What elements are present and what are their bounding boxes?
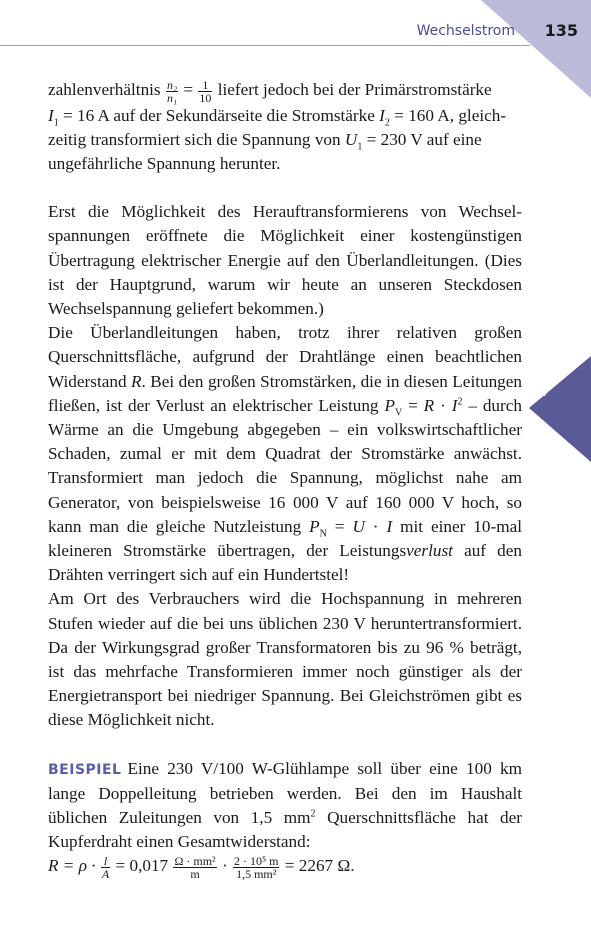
fraction-l-A [101, 855, 110, 880]
text: Eine 230 V/100 W-Glühlampe soll über eine 100 km lange Doppelleitung betrieben werden. Bei den im Haushalt üblichen Zuleitungen von 1,5 mm [48, 758, 522, 828]
fraction-denominator: 1,5 mm² [236, 866, 277, 881]
text: . Bei den großen Stromstärken, die in diesen Leitungen fließen, ist der Verlust an elektrischer Leistung [48, 371, 522, 415]
symbol-U: U [352, 516, 365, 536]
subscript: V [394, 407, 403, 419]
text: – durch Wärme an die Umgebung abgegeben – ein volkswirtschaftlicher Schaden, zumal er mit dem Quadrat der Stromstärke anwächst. Transformiert man jedoch die Spannung, möglichst nahe am Generator, von beispielsweise 16 000 V auf 160 000 V hoch, so kann man die gleiche Nutzleistung [48, 395, 522, 536]
text: zahlenverhältnis [48, 80, 165, 99]
fraction-numerator: l [101, 855, 110, 868]
symbol-P: P [384, 395, 395, 415]
fraction-denominator: m [190, 866, 200, 881]
subscript: N [319, 528, 327, 540]
running-header-section: Wechselstrom [416, 23, 515, 39]
text: = 2267 Ω. [280, 856, 355, 876]
text: zeitig transformiert sich die Spannung von [48, 129, 345, 149]
subscript: 1 [53, 116, 59, 128]
text: = 0,017 [111, 856, 173, 876]
text: · [217, 856, 232, 876]
fraction-denominator: A [101, 866, 110, 881]
symbol-I: I [386, 516, 393, 536]
text: = [326, 516, 353, 536]
fraction-numerator: Ω · mm² [174, 853, 216, 868]
symbol-P: P [309, 516, 320, 536]
page-body [48, 78, 522, 880]
text: = [179, 80, 198, 99]
paragraph-transformer-ratio [48, 78, 522, 176]
text: · [364, 516, 387, 536]
text: = 16 A auf der Sekundärseite die Stromstärke [58, 105, 380, 125]
example-block [48, 757, 522, 855]
symbol-I: I [379, 105, 385, 125]
text: Querschnittsfläche hat der Kupferdraht einen Gesamtwiderstand: [48, 808, 522, 852]
fraction-denominator: n₁ [166, 90, 178, 105]
text: auf den Drähten verringert sich auf ein Hundertstel! [48, 541, 522, 585]
superscript: 2 [310, 808, 316, 820]
fraction-ohm-mm2-m [173, 855, 216, 880]
fraction-numerator: 2 · 10⁵ m [233, 853, 279, 868]
symbol-I: I [48, 105, 54, 125]
paragraph-overland-lines [48, 321, 522, 587]
subscript: 2 [384, 116, 390, 128]
text: ungefährliche Spannung herunter. [48, 153, 281, 173]
text: = 160 A, gleich- [389, 105, 507, 125]
header-rule [0, 45, 530, 46]
text: = [402, 395, 424, 415]
paragraph-gap [48, 733, 522, 757]
fraction-numerator: 1 [198, 79, 212, 92]
text: · [434, 395, 452, 415]
paragraph-high-voltage: Erst die Möglichkeit des Herauftransformierens von Wechselspannungen eröffnete die Möglichkeit einer kostengünstigen Übertragung elektrischer Energie auf den Überlandleitungen. (Dies ist der Hauptgrund, warum wir heute an unseren Steckdosen Wechselspannung geliefert bekommen.) [48, 202, 522, 318]
fraction-length-area [233, 855, 280, 880]
formula-lhs: R = ρ · [48, 856, 100, 876]
text: mit einer 10-mal kleineren Stromstärke übertragen, der Leistungs [48, 516, 522, 560]
fraction-n2-n1 [166, 79, 178, 104]
resistance-formula [48, 854, 522, 880]
paragraph-consumer: Am Ort des Verbrauchers wird die Hochspannung in mehreren Stufen wieder auf die bei uns üblichen 230 V heruntertransformiert. Da der Wirkungsgrad großer Transformatoren bis zu 96 % beträgt, ist das mehrfache Transformieren immer noch günstiger als der Energietransport bei niedriger Spannung. Bei Gleichströmen gibt es diese Möglichkeit nicht. [48, 589, 522, 730]
example-label: BEISPIEL [48, 761, 122, 778]
superscript: 2 [457, 396, 463, 408]
page-number: 135 [544, 21, 578, 40]
chapter-number: 4 [535, 380, 548, 401]
chapter-tab [529, 356, 591, 462]
emphasis: verlust [406, 541, 453, 560]
text: = 230 V auf eine [362, 129, 482, 149]
paragraph-gap [48, 176, 522, 200]
symbol-I: I [451, 395, 458, 415]
text: Die Überlandleitungen haben, trotz ihrer relativen großen Querschnittsfläche, aufgrund der Drahtlänge einen beachtlichen Widerstand [48, 323, 522, 391]
fraction-denominator: 10 [199, 90, 212, 105]
subscript: 1 [357, 141, 363, 153]
fraction-numerator: n₂ [166, 77, 178, 92]
fraction-1-10 [198, 79, 212, 104]
symbol-R: R [423, 395, 435, 415]
text: liefert jedoch bei der Primärstromstärke [213, 80, 492, 99]
symbol-R: R [131, 371, 142, 391]
symbol-U: U [344, 129, 358, 149]
